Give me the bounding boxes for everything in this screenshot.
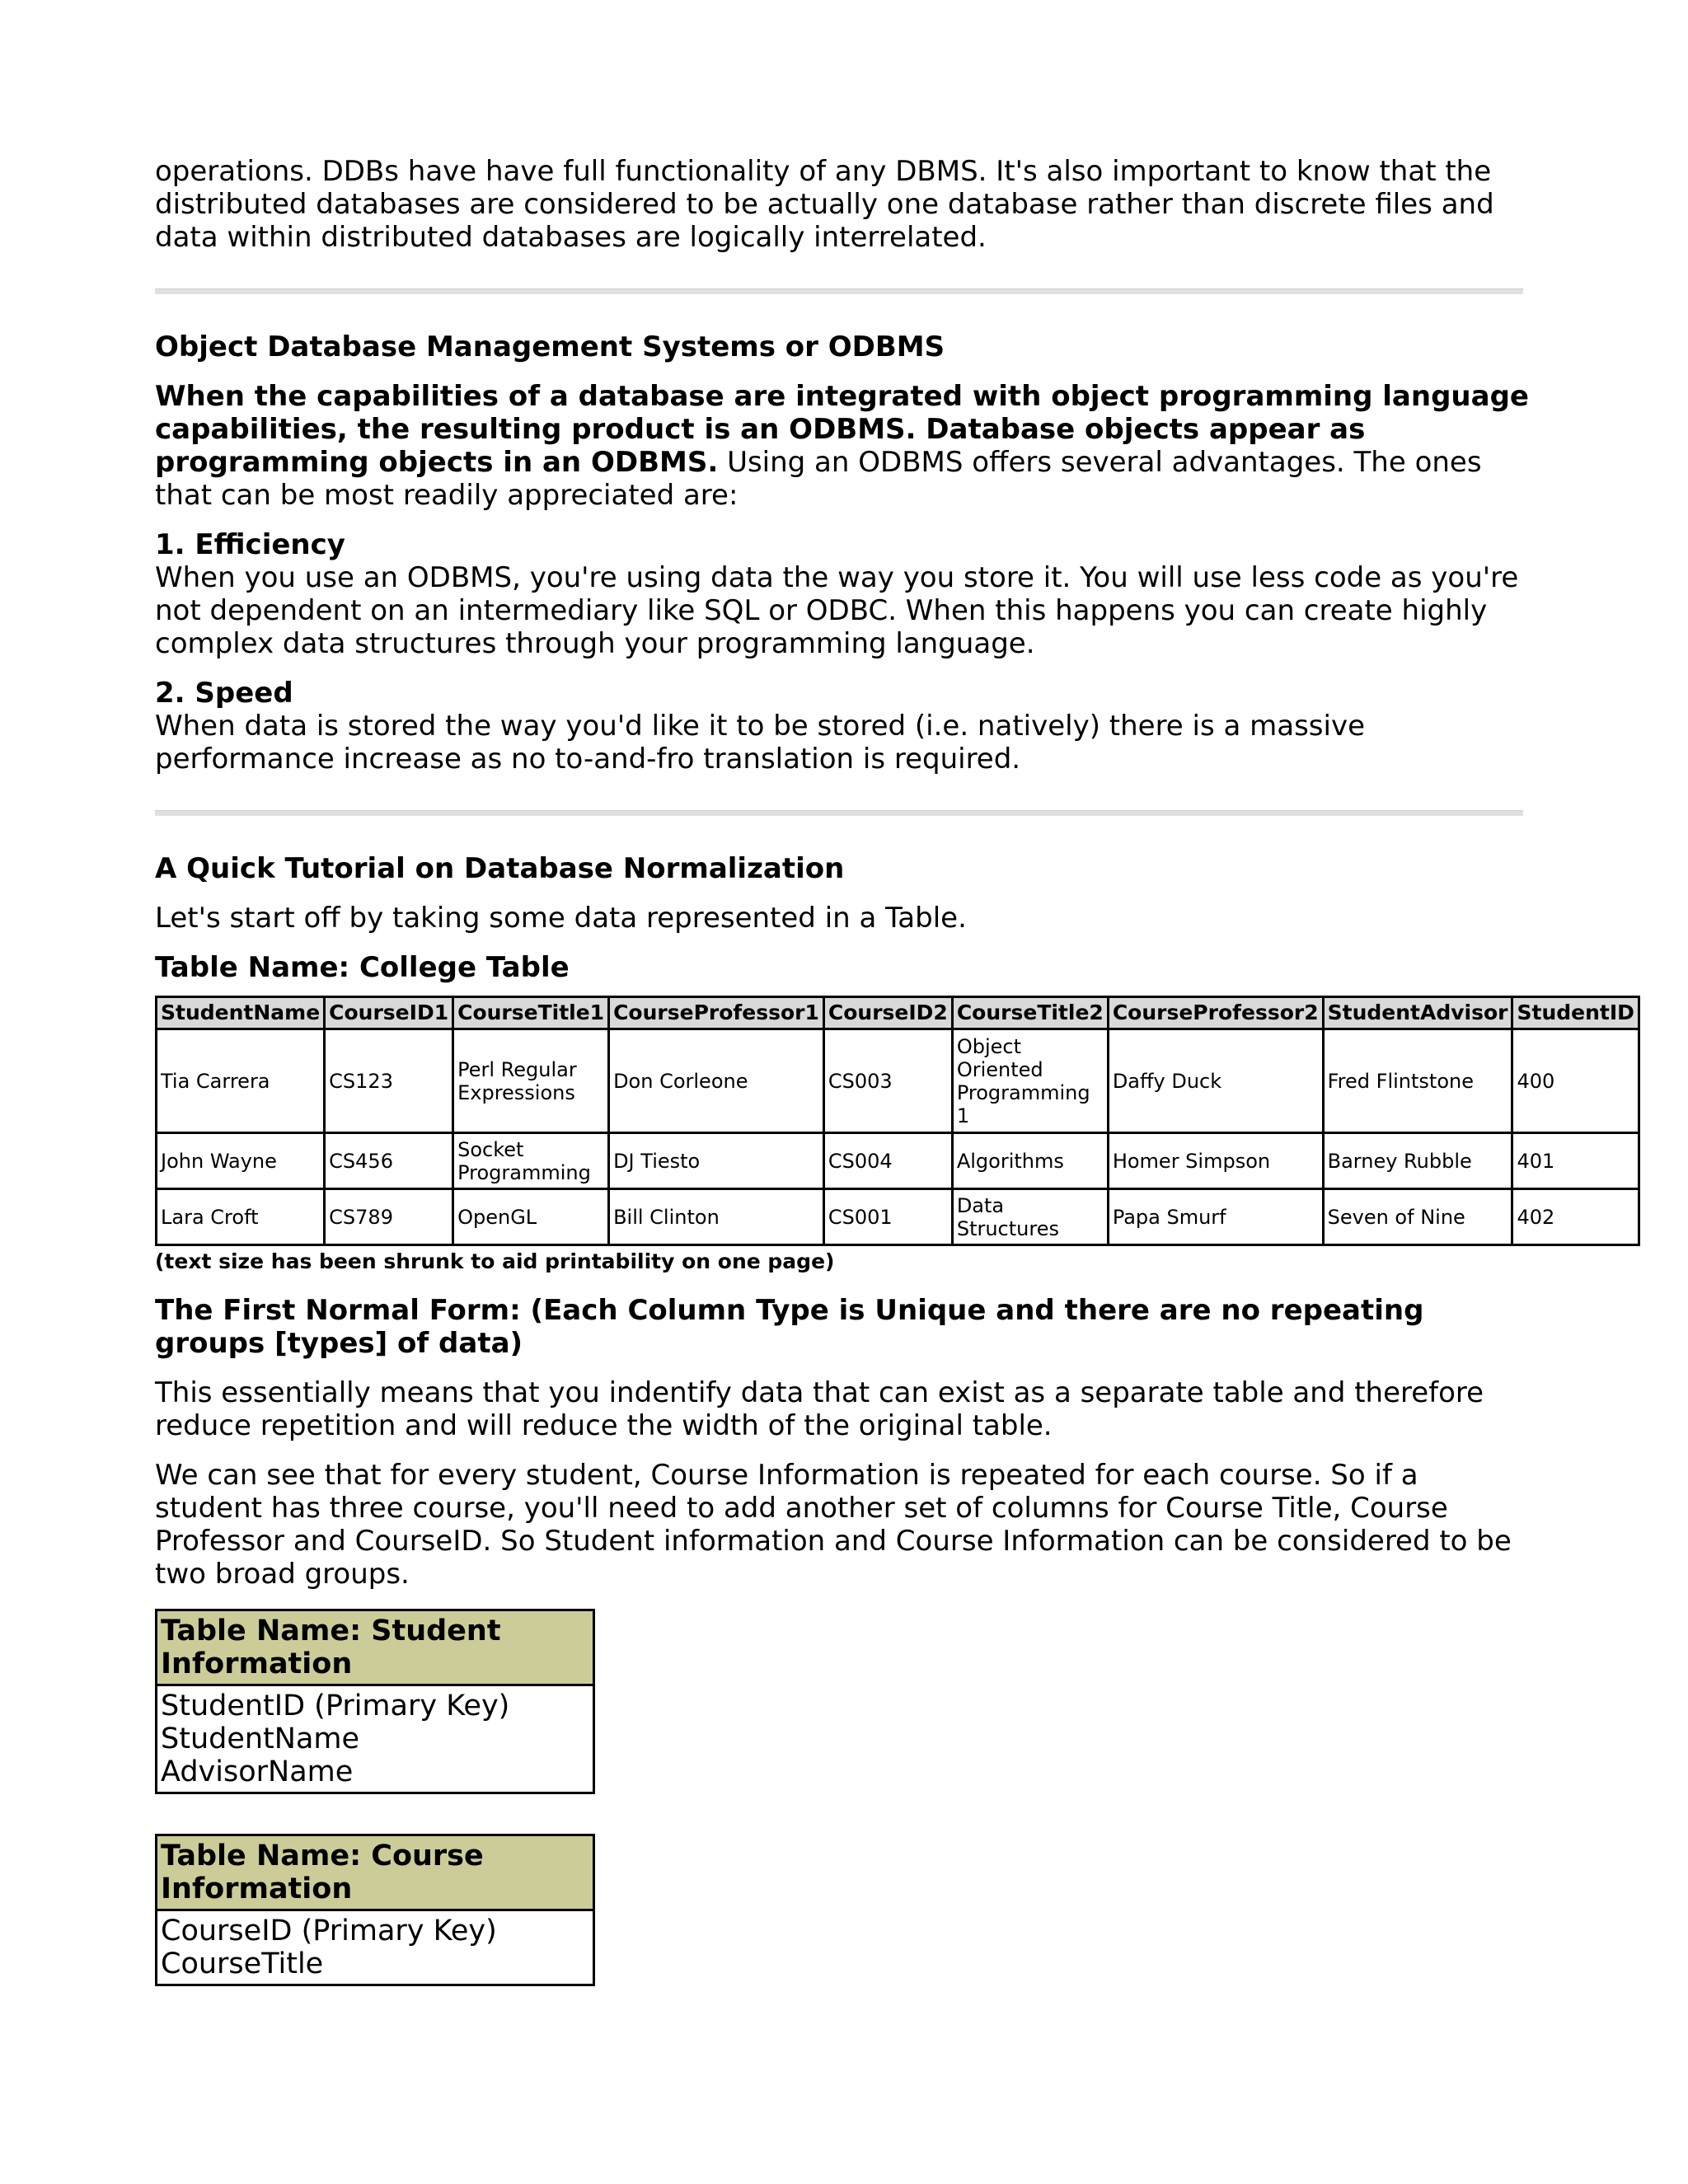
efficiency-text: When you use an ODBMS, you're using data the way you store it. You will use less code as you're not dependent on an intermediary like SQL or ODBC. When this happens you can create highly complex data structures through your programming language. xyxy=(155,561,1519,660)
first-normal-form-heading: The First Normal Form: (Each Column Type is Unique and there are no repeating groups [types] of data) xyxy=(155,1294,1424,1360)
first-normal-form-paragraph-2: We can see that for every student, Course Information is repeated for each course. So if a student has three course, you'll need to add another set of columns for Course Title, Course Professor and CourseID. So Student information and Course Information can be considered to be two broad groups. xyxy=(155,1459,1512,1591)
section-divider xyxy=(155,810,1523,816)
table-cell: Daffy Duck xyxy=(1108,1029,1323,1133)
column-header: CourseProfessor2 xyxy=(1108,997,1323,1029)
college-table xyxy=(155,996,1640,1246)
odbms-bold-intro: When the capabilities of a database are integrated with object programming language capabilities, the resulting product is an ODBMS. Database objects appear as programming objects in an ODBMS. xyxy=(155,380,1529,479)
table-cell: CS003 xyxy=(823,1029,952,1133)
efficiency-point xyxy=(155,528,1531,660)
field-item: CourseID (Primary Key) xyxy=(161,1915,497,1947)
table-cell: 400 xyxy=(1512,1029,1639,1133)
course-information-fields xyxy=(157,1910,594,1985)
column-header: StudentName xyxy=(157,997,325,1029)
table-cell: Don Corleone xyxy=(609,1029,824,1133)
table-cell: 402 xyxy=(1512,1189,1639,1245)
table-row xyxy=(157,1029,1639,1133)
college-table-name: Table Name: College Table xyxy=(155,951,570,984)
table-row xyxy=(157,1133,1639,1189)
column-header: CourseTitle1 xyxy=(453,997,609,1029)
table-cell: Object Oriented Programming 1 xyxy=(952,1029,1108,1133)
table-cell: CS001 xyxy=(823,1189,952,1245)
student-information-table xyxy=(155,1609,595,1794)
table-cell: Homer Simpson xyxy=(1108,1133,1323,1189)
table-cell: John Wayne xyxy=(157,1133,325,1189)
table-cell: Socket Programming xyxy=(453,1133,609,1189)
odbms-intro xyxy=(155,380,1531,512)
table-cell: Seven of Nine xyxy=(1323,1189,1512,1245)
efficiency-title: 1. Efficiency xyxy=(155,528,345,561)
field-item: StudentName xyxy=(161,1722,360,1755)
field-item: AdvisorName xyxy=(161,1755,354,1788)
normalization-heading: A Quick Tutorial on Database Normalization xyxy=(155,852,845,885)
table-row xyxy=(157,1189,1639,1245)
column-header: StudentID xyxy=(1512,997,1639,1029)
table-cell: Tia Carrera xyxy=(157,1029,325,1133)
course-information-table xyxy=(155,1834,595,1986)
field-item: StudentID (Primary Key) xyxy=(161,1690,510,1722)
table-cell: Papa Smurf xyxy=(1108,1189,1323,1245)
odbms-intro-rest: Using an ODBMS offers several advantages. The ones that can be most readily appreciated are: xyxy=(155,446,1482,512)
document-page xyxy=(155,155,1634,2026)
column-header: StudentAdvisor xyxy=(1323,997,1512,1029)
table-cell: CS456 xyxy=(325,1133,453,1189)
field-item: CourseTitle xyxy=(161,1947,324,1980)
table-cell: Lara Croft xyxy=(157,1189,325,1245)
table-cell: 401 xyxy=(1512,1133,1639,1189)
column-header: CourseTitle2 xyxy=(952,997,1108,1029)
speed-point xyxy=(155,677,1531,776)
table-cell: Fred Flintstone xyxy=(1323,1029,1512,1133)
college-table-header-row xyxy=(157,997,1639,1029)
speed-text: When data is stored the way you'd like it to be stored (i.e. natively) there is a massive performance increase as no to-and-fro translation is required. xyxy=(155,710,1366,776)
student-information-fields xyxy=(157,1685,594,1793)
table-size-note: (text size has been shrunk to aid printability on one page) xyxy=(155,1249,835,1273)
table-cell: CS789 xyxy=(325,1189,453,1245)
column-header: CourseProfessor1 xyxy=(609,997,824,1029)
table-cell: Data Structures xyxy=(952,1189,1108,1245)
student-information-title: Table Name: Student Information xyxy=(157,1610,594,1685)
column-header: CourseID1 xyxy=(325,997,453,1029)
column-header: CourseID2 xyxy=(823,997,952,1029)
table-cell: CS123 xyxy=(325,1029,453,1133)
table-cell: Bill Clinton xyxy=(609,1189,824,1245)
odbms-heading: Object Database Management Systems or ODBMS xyxy=(155,330,945,363)
speed-title: 2. Speed xyxy=(155,677,293,710)
normalization-intro: Let's start off by taking some data represented in a Table. xyxy=(155,902,967,935)
table-cell: OpenGL xyxy=(453,1189,609,1245)
table-cell: Algorithms xyxy=(952,1133,1108,1189)
table-cell: CS004 xyxy=(823,1133,952,1189)
section-divider xyxy=(155,288,1523,294)
table-cell: Barney Rubble xyxy=(1323,1133,1512,1189)
table-cell: Perl Regular Expressions xyxy=(453,1029,609,1133)
first-normal-form-paragraph-1: This essentially means that you indentify data that can exist as a separate table and therefore reduce repetition and will reduce the width of the original table. xyxy=(155,1376,1484,1442)
intro-paragraph: operations. DDBs have have full functionality of any DBMS. It's also important to know that the distributed databases are considered to be actually one database rather than discrete files and data within distributed databases are logically interrelated. xyxy=(155,155,1494,254)
course-information-title: Table Name: Course Information xyxy=(157,1835,594,1910)
table-cell: DJ Tiesto xyxy=(609,1133,824,1189)
